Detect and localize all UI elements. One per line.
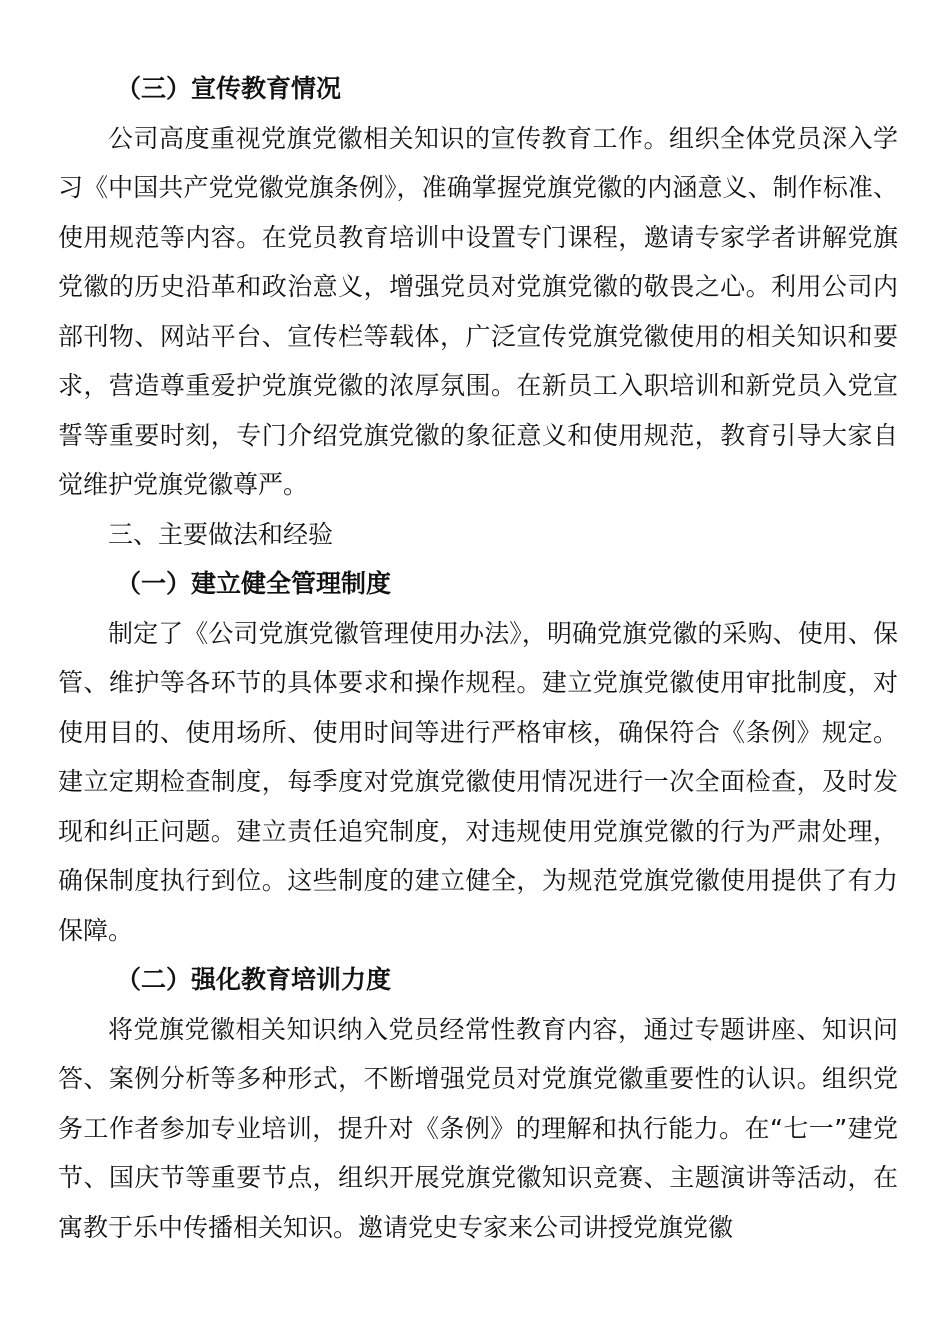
paragraph-publicity-education: 公司高度重视党旗党徽相关知识的宣传教育工作。组织全体党员深入学习《中国共产党党徽党旗条例》，准确掌握党旗党徽的内涵意义、制作标准、使用规范等内容。在党员教育培训中设置专门课程，邀请专家学者讲解党旗党徽的历史沿革和政治意义，增强党员对党旗党徽的敬畏之心。利用公司内部刊物、网站平台、宣传栏等载体，广泛宣传党旗党徽使用的相关知识和要求，营造尊重爱护党旗党徽的浓厚氛围。在新员工入职培训和新党员入党宣誓等重要时刻，专门介绍党旗党徽的象征意义和使用规范，教育引导大家自觉维护党旗党徽尊严。: [58, 123, 898, 499]
paragraph-management-system: 制定了《公司党旗党徽管理使用办法》，明确党旗党徽的采购、使用、保管、维护等各环节的具体要求和操作规程。建立党旗党徽使用审批制度，对使用目的、使用场所、使用时间等进行严格审核，确保符合《条例》规定。建立定期检查制度，每季度对党旗党徽使用情况进行一次全面检查，及时发现和纠正问题。建立责任追究制度，对违规使用党旗党徽的行为严肃处理，确保制度执行到位。这些制度的建立健全，为规范党旗党徽使用提供了有力保障。: [58, 618, 898, 945]
chapter-heading-main-practices: 三、主要做法和经验: [108, 519, 334, 549]
document-page: [58, 64, 898, 1252]
section-heading-management-system: （一）建立健全管理制度: [116, 569, 392, 598]
paragraph-education-training: 将党旗党徽相关知识纳入党员经常性教育内容，通过专题讲座、知识问答、案例分析等多种形式，不断增强党员对党旗党徽重要性的认识。组织党务工作者参加专业培训，提升对《条例》的理解和执行能力。在“七一”建党节、国庆节等重要节点，组织开展党旗党徽知识竞赛、主题演讲等活动，在寓教于乐中传播相关知识。邀请党史专家来公司讲授党旗党徽: [58, 1014, 898, 1242]
section-heading-publicity-education: （三）宣传教育情况: [116, 74, 342, 103]
section-heading-education-training: （二）强化教育培训力度: [116, 965, 392, 994]
